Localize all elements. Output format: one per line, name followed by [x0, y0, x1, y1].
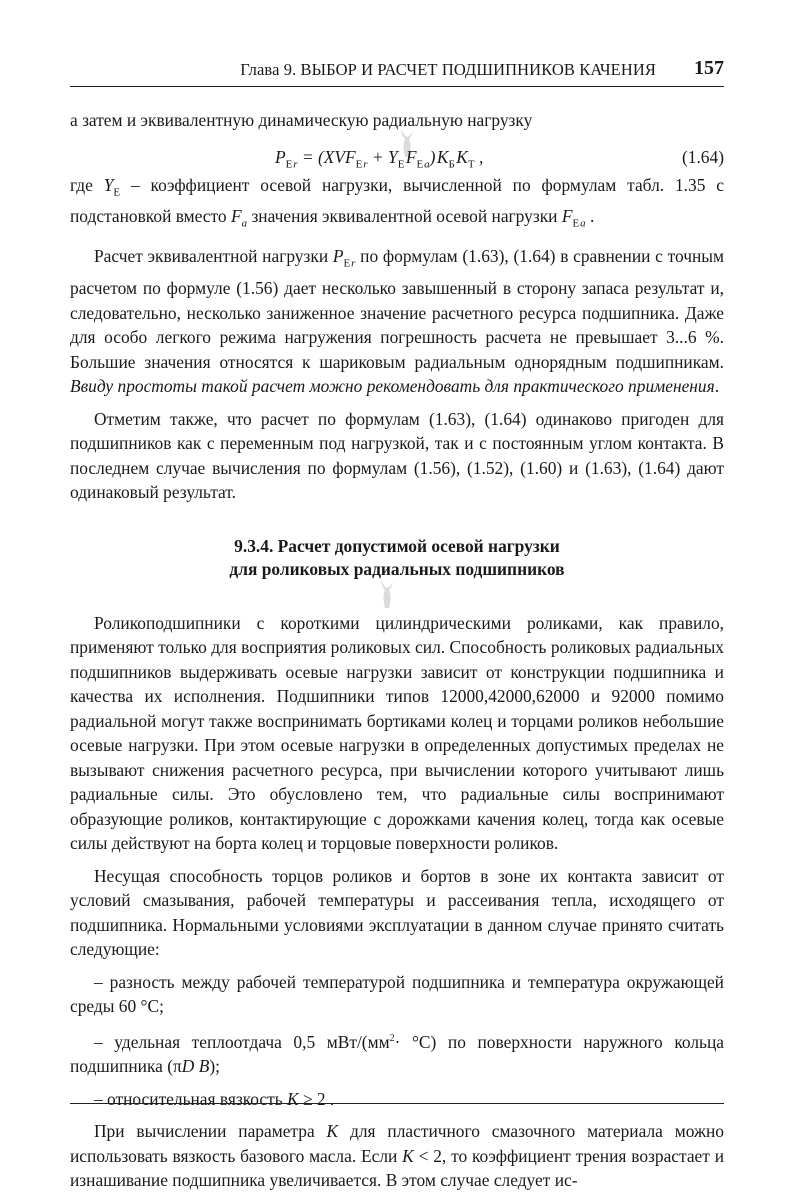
paragraph: Роликоподшипники с короткими цилиндрическими роликами, как правило, применяют только для восприятия роликовых сил. Способность роликовых радиальных подшипников выдерживать осевые нагрузки зависит от конструкции подшипника и качества их исполнения. Подшипники типов 12000,42000,62000 и 92000 помимо радиальной могут также воспринимать бортиками колец и торцами роликов небольшие осевые нагрузки. При этом осевые нагрузки в определенных допустимых пределах не вызывают снижения расчетного ресурса, при вычислении которого учитывают лишь радиальные силы. Это обусловлено тем, что радиальные силы воспринимают образующие роликов, контактирующие с дорожками качения колец, тогда как осевые силы действуют на борта колец и торцовые поверхности роликов. [70, 612, 724, 854]
list-item: – относительная вязкость K ≥ 2 . [94, 1088, 335, 1109]
running-header [70, 50, 724, 87]
paragraph: При вычислении параметра K для пластичного смазочного материала можно использовать вязкость базового масла. Если K < 2, то коэффициент трения возрастает и изнашивание подшипника увеличивается. В этом случае следует ис- [70, 1121, 725, 1191]
paragraph: Несущая способность торцов роликов и бортов в зоне их контакта зависит от условий смазывания, рабочей температуры и рассеивания тепла, исходящего от подшипника. Нормальными условиями эксплуатации в данном случае принято считать следующие: [70, 865, 724, 960]
equation-expression: $P_{E r} = (XVF_{E r} + Y_E$ $F_{E a}$) $K_Б$ $K_Т$ , [275, 146, 484, 170]
page-body [70, 108, 724, 1193]
page-number: 157 [694, 57, 724, 79]
paragraph: Расчет эквивалентной нагрузки $P_{E r}$ по формулам (1.63), (1.64) в сравнении с точным расчетом по формуле (1.56) дает несколько завышенный в сторону запаса результат и, следовательно, несколько заниженное значение расчетного ресурса подшипника. Даже для особо легкого режима нагружения погрешность расчета не превышает 3...6 %. Большие значения относятся к шариковым радиальным однорядным подшипникам. Ввиду простоты такой расчет можно рекомендовать для практического применения. [70, 246, 724, 397]
chapter-title: Глава 9. ВЫБОР И РАСЧЕТ ПОДШИПНИКОВ КАЧЕНИЯ [240, 60, 656, 79]
section-heading: 9.3.4. Расчет допустимой осевой нагрузки для роликовых радиальных подшипников [229, 535, 565, 579]
equation-number: (1.64) [681, 146, 724, 167]
list-item: – разность между рабочей температурой подшипника и температура окружающей среды 60 °C; [70, 971, 724, 1017]
paragraph: Отметим также, что расчет по формулам (1.63), (1.64) одинаково пригоден для подшипников как с переменным под нагрузкой, так и с постоянным углом контакта. В последнем случае вычисления по формулам (1.56), (1.52), (1.60) и (1.63), (1.64) дают одинаковый результат. [70, 408, 724, 503]
paragraph: где $Y_E$ – коэффициент осевой нагрузки, вычисленной по формулам табл. 1.35 с подстановкой вместо $F_a$ значения эквивалентной осевой нагрузки $F_{E a}$ . [70, 174, 724, 230]
footer-rule [70, 1103, 724, 1104]
equation-1-64 [70, 139, 724, 173]
list-item: – удельная теплоотдача 0,5 мВт/$(мм^2\cdot ^\circ C)$ по поверхности наружного кольца подшипника (πD B); [70, 1031, 724, 1077]
paragraph: а затем и эквивалентную динамическую радиальную нагрузку [70, 110, 533, 130]
